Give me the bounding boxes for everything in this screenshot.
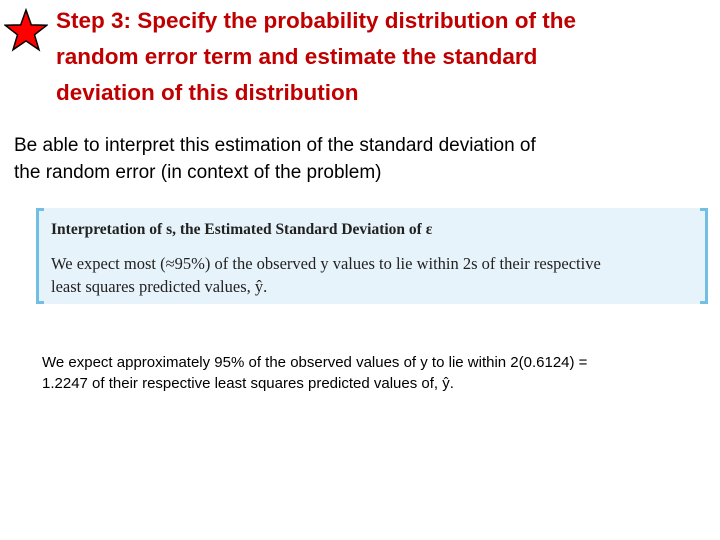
definition-line: We expect most (≈95%) of the observed y values to lie within 2s of their respective — [51, 254, 601, 273]
definition-text — [51, 252, 701, 298]
definition-line: least squares predicted values, ŷ. — [51, 277, 268, 296]
instruction-line: the random error (in context of the problem) — [14, 162, 382, 183]
instruction-text — [14, 132, 704, 186]
right-bracket — [700, 208, 708, 304]
answer-text — [42, 352, 712, 394]
answer-line: 1.2247 of their respective least squares predicted values of, ŷ. — [42, 375, 454, 392]
star-icon — [4, 8, 48, 54]
definition-heading: Interpretation of s, the Estimated Standard Deviation of ε — [51, 221, 433, 238]
definition-box — [36, 208, 708, 304]
title-line: Step 3: Specify the probability distribution of the — [56, 8, 577, 33]
instruction-line: Be able to interpret this estimation of the standard deviation of — [14, 135, 536, 156]
left-bracket — [36, 208, 44, 304]
title-line: deviation of this distribution — [56, 80, 359, 105]
title-line: random error term and estimate the standard — [56, 44, 538, 69]
slide-title — [56, 3, 696, 111]
answer-line: We expect approximately 95% of the observed values of y to lie within 2(0.6124) = — [42, 354, 588, 371]
